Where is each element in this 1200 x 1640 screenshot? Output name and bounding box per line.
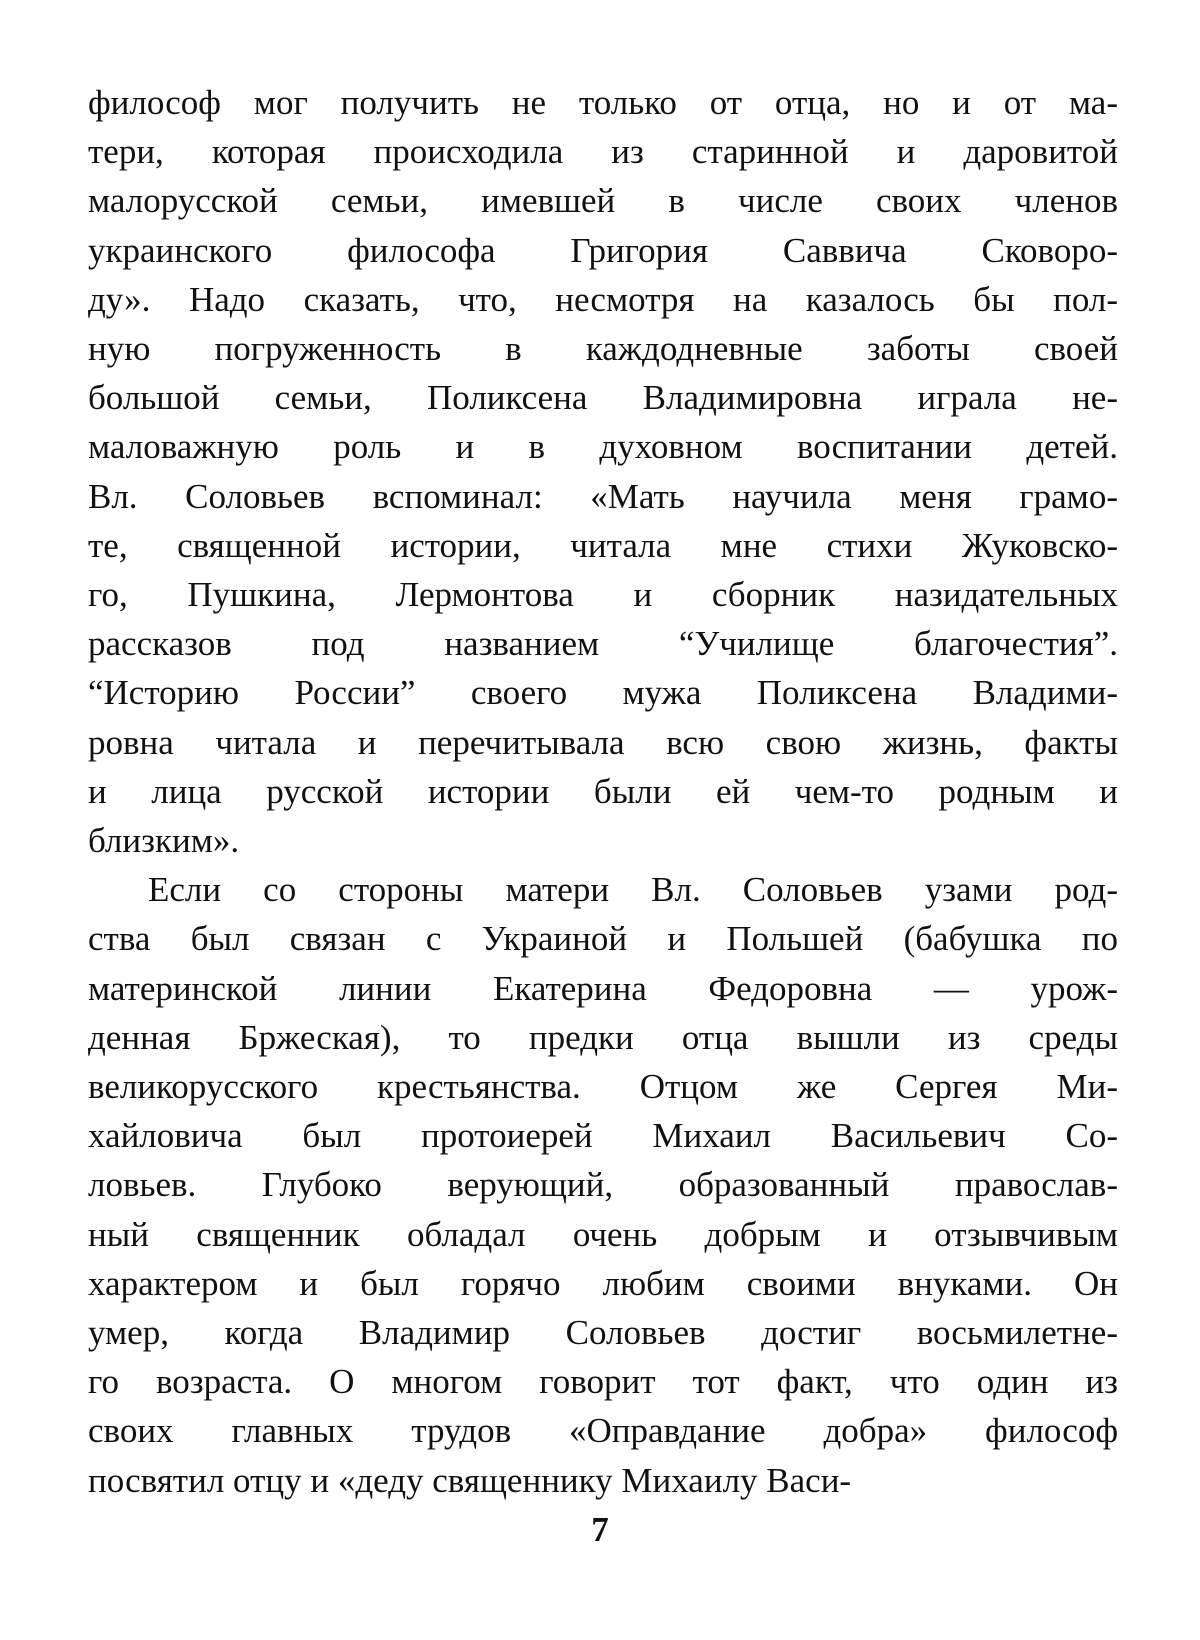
text-line: Если со стороны матери Вл. Соловьев узами род- [148, 870, 1118, 910]
text-line: посвятил отцу и «деду священнику Михаилу Васи- [88, 1460, 852, 1500]
text-line: великорусского крестьянства. Отцом же Сергея Ми- [88, 1067, 1118, 1107]
text-line: го, Пушкина, Лермонтова и сборник назидательных [88, 575, 1118, 615]
text-line: близким». [88, 821, 240, 861]
text-line: тери, которая происходила из старинной и даровитой [88, 132, 1118, 172]
text-line: и лица русской истории были ей чем-то родным и [88, 771, 1118, 811]
text-line: философ мог получить не только от отца, но и от ма- [88, 83, 1118, 122]
text-line: “Историю России” своего мужа Поликсена Владими- [88, 673, 1118, 713]
text-line: малорусской семьи, имевшей в числе своих членов [88, 181, 1118, 221]
text-line: Вл. Соловьев вспоминал: «Мать научила меня грамо- [88, 476, 1118, 516]
text-line: украинского философа Григория Саввича Сковоро- [88, 230, 1118, 270]
text-line: ный священник обладал очень добрым и отзывчивым [88, 1214, 1118, 1254]
text-line: те, священной истории, читала мне стихи Жуковско- [88, 525, 1118, 565]
text-line: ловьев. Глубоко верующий, образованный православ- [88, 1165, 1118, 1205]
text-line: го возраста. О многом говорит тот факт, что один из [88, 1362, 1118, 1402]
text-line: ровна читала и перечитывала всю свою жизнь, факты [88, 722, 1118, 762]
text-line: хайловича был протоиерей Михаил Васильевич Со- [88, 1116, 1118, 1156]
text-line: ства был связан с Украиной и Польшей (бабушка по [88, 919, 1118, 959]
text-line: материнской линии Екатерина Федоровна — урож- [88, 968, 1118, 1008]
text-line: своих главных трудов «Оправдание добра» философ [88, 1411, 1118, 1451]
text-line: умер, когда Владимир Соловьев достиг восьмилетне- [88, 1313, 1118, 1353]
paragraph-1 [88, 78, 1118, 865]
text-line: денная Бржеская), то предки отца вышли из среды [88, 1017, 1118, 1057]
text-line: рассказов под названием “Училище благочестия”. [88, 624, 1118, 664]
paragraph-2 [88, 865, 1118, 1505]
text-line: ную погруженность в каждодневные заботы своей [88, 329, 1118, 369]
text-line: маловажную роль и в духовном воспитании детей. [88, 427, 1118, 467]
body-text [88, 78, 1118, 1505]
text-line: характером и был горячо любим своими внуками. Он [88, 1263, 1118, 1303]
page-number: 7 [591, 1510, 609, 1549]
text-line: ду». Надо сказать, что, несмотря на казалось бы пол- [88, 279, 1118, 319]
text-line: большой семьи, Поликсена Владимировна играла не- [88, 378, 1118, 418]
